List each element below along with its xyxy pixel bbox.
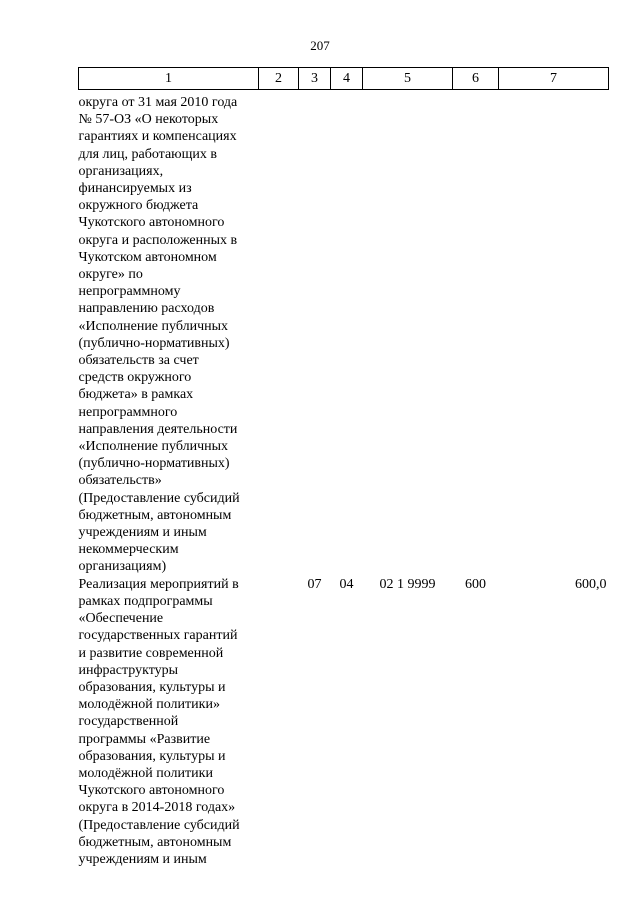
cell-6 (453, 90, 499, 576)
column-number-row (79, 68, 609, 90)
table-row (79, 90, 609, 576)
budget-table (78, 67, 609, 868)
col-header-3: 3 (299, 68, 331, 90)
table-row (79, 576, 609, 868)
cell-3 (299, 90, 331, 576)
col-header-4: 4 (331, 68, 363, 90)
row-description: округа от 31 мая 2010 года № 57-ОЗ «О некоторых гарантиях и компенсациях для лиц, работающих в организациях, финансируемых из окружного бюджета Чукотского автономного округа и расположенных в Чукотском автономном округе» по непрограммному направлению расходов «Исполнение публичных (публично-нормативных) обязательств за счет средств окружного бюджета» в рамках непрограммного направления деятельности «Исполнение публичных (публично-нормативных) обязательств» (Предоставление субсидий бюджетным, автономным учреждениям и иным некоммерческим организациям) (78, 95, 240, 575)
col-header-2: 2 (259, 68, 299, 90)
cell-subsection: 04 (339, 576, 354, 592)
col-header-7: 7 (499, 68, 609, 90)
cell-7 (499, 90, 609, 576)
col-header-5: 5 (363, 68, 453, 90)
page-number: 207 (310, 38, 330, 53)
col-header-6: 6 (453, 68, 499, 90)
row-description: Реализация мероприятий в рамках подпрограммы «Обеспечение государственных гарантий и развитие современной инфраструктуры образования, культуры и молодёжной политики» государственной программы «Развитие образования, культуры и молодёжной политики Чукотского автономного округа в 2014-2018 годах» (Предоставление субсидий бюджетным, автономным учреждениям и иным (78, 576, 240, 867)
cell-expense-type: 600 (465, 576, 486, 592)
cell-amount: 600,0 (575, 576, 607, 592)
cell-2 (259, 576, 299, 868)
cell-5 (363, 90, 453, 576)
cell-4 (331, 90, 363, 576)
cell-2 (259, 90, 299, 576)
cell-target-item: 02 1 9999 (379, 576, 436, 592)
cell-section: 07 (307, 576, 322, 592)
col-header-1: 1 (79, 68, 259, 90)
